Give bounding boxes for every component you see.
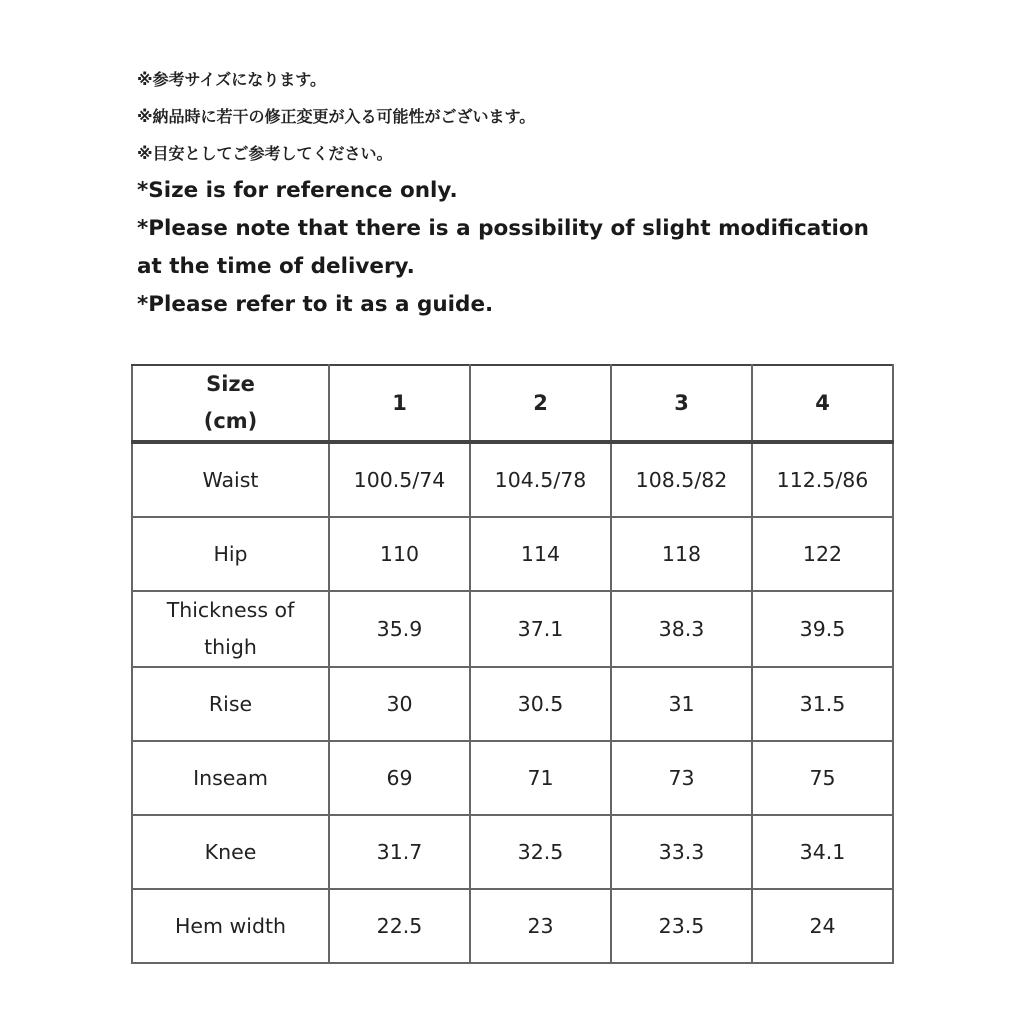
table-cell: 34.1 [752,815,893,889]
table-row-hip [132,517,893,591]
row-label-waist: Waist [132,442,329,517]
note-en-reference-size: *Size is for reference only. [137,178,458,203]
table-cell: 73 [611,741,752,815]
table-cell: 114 [470,517,611,591]
table-cell: 33.3 [611,815,752,889]
header-size-1: 1 [329,365,470,442]
header-size-label [132,365,329,442]
table-cell: 100.5/74 [329,442,470,517]
row-label-hem-width: Hem width [132,889,329,963]
table-cell: 104.5/78 [470,442,611,517]
note-en-modification: *Please note that there is a possibility of slight modification [137,216,869,241]
table-cell: 118 [611,517,752,591]
table-cell: 112.5/86 [752,442,893,517]
size-chart-table [131,364,894,964]
note-jp-reference-size: ※参考サイズになります。 [137,70,326,89]
table-cell: 122 [752,517,893,591]
table-cell: 39.5 [752,591,893,667]
note-en-guide: *Please refer to it as a guide. [137,292,494,317]
table-cell: 24 [752,889,893,963]
table-cell: 38.3 [611,591,752,667]
table-row-knee [132,815,893,889]
table-cell: 30 [329,667,470,741]
row-label-inseam: Inseam [132,741,329,815]
table-row-thigh [132,591,893,667]
table-header-row [132,365,893,442]
table-row-inseam [132,741,893,815]
note-jp-modification: ※納品時に若干の修正変更が入る可能性がございます。 [137,107,536,126]
table-cell: 32.5 [470,815,611,889]
table-cell: 108.5/82 [611,442,752,517]
table-cell: 37.1 [470,591,611,667]
row-label-hip: Hip [132,517,329,591]
table-cell: 31.5 [752,667,893,741]
table-cell: 23 [470,889,611,963]
row-label-thigh [132,591,329,667]
header-size-label-line1: Size [206,372,255,396]
table-cell: 31 [611,667,752,741]
table-cell: 23.5 [611,889,752,963]
header-size-3: 3 [611,365,752,442]
table-cell: 110 [329,517,470,591]
note-en-modification-cont: at the time of delivery. [137,254,415,279]
english-notes [137,176,917,328]
table-cell: 22.5 [329,889,470,963]
table-cell: 69 [329,741,470,815]
table-row-rise [132,667,893,741]
japanese-notes [137,68,897,179]
table-row-waist [132,442,893,517]
row-label-knee: Knee [132,815,329,889]
row-label-thigh-line1: Thickness of [166,598,295,622]
table-cell: 75 [752,741,893,815]
row-label-rise: Rise [132,667,329,741]
table-cell: 35.9 [329,591,470,667]
header-size-4: 4 [752,365,893,442]
table-cell: 71 [470,741,611,815]
table-row-hem-width [132,889,893,963]
header-size-label-line2: (cm) [203,409,258,433]
row-label-thigh-line2: thigh [204,635,257,659]
table-cell: 30.5 [470,667,611,741]
header-size-2: 2 [470,365,611,442]
table-cell: 31.7 [329,815,470,889]
note-jp-guide: ※目安としてご参考してください。 [137,144,393,163]
